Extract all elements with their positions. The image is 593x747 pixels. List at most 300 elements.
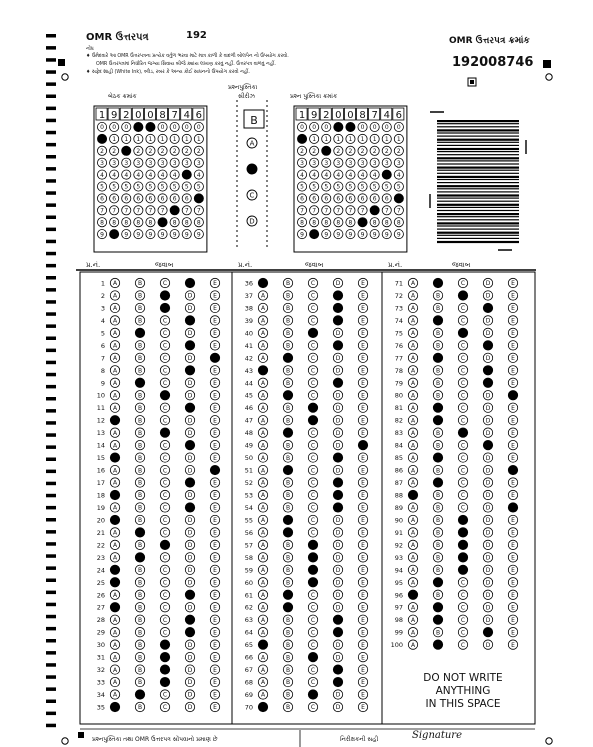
question-number: 9	[100, 379, 105, 388]
question-number: 27	[96, 603, 105, 612]
seat-number-bubble	[122, 146, 131, 155]
answer-bubble-label: E	[361, 529, 365, 537]
seat-number-bubble-label: 8	[112, 219, 117, 227]
answer-bubble-label: D	[187, 454, 193, 462]
series-bubble-label: C	[249, 191, 255, 200]
answer-bubble-label: B	[435, 467, 441, 475]
question-number: 10	[96, 391, 105, 400]
answer-bubble-label: E	[213, 479, 217, 487]
seat-number-bubble-label: 7	[124, 207, 129, 215]
answer-bubble-label: C	[162, 492, 168, 500]
seat-number-digit: 0	[135, 110, 142, 121]
answer-bubble-label: C	[460, 591, 466, 599]
answer-bubble-label: C	[310, 479, 316, 487]
answer-bubble-label: B	[285, 504, 291, 512]
timing-mark	[46, 675, 56, 679]
answer-bubble-label: E	[213, 280, 217, 288]
answer-bubble	[458, 328, 467, 337]
barcode-bar	[437, 157, 519, 159]
question-number: 63	[244, 616, 253, 625]
seat-number-digit: 2	[123, 110, 130, 121]
seat-number-bubble-label: 1	[184, 136, 189, 144]
answer-bubble	[160, 303, 169, 312]
seat-number-bubble-label: 7	[136, 207, 141, 215]
answer-bubble-label: B	[435, 305, 441, 313]
booklet-number-bubble-label: 6	[300, 195, 304, 203]
answer-bubble-label: D	[335, 355, 341, 363]
timing-mark	[46, 373, 56, 377]
seat-number-digit: 7	[171, 110, 178, 121]
answer-bubble-label: D	[485, 591, 491, 599]
answer-bubble-label: E	[361, 342, 365, 350]
registration-circle	[62, 738, 68, 744]
answer-bubble-label: B	[285, 654, 291, 662]
booklet-number-bubble-label: 8	[348, 219, 353, 227]
answer-bubble-label: E	[213, 679, 217, 687]
booklet-number-digit: 7	[371, 110, 378, 121]
booklet-number-bubble-label: 8	[336, 219, 341, 227]
answer-bubble-label: D	[335, 567, 341, 575]
answer-bubble-label: A	[410, 342, 416, 350]
answer-bubble-label: A	[112, 479, 118, 487]
seat-number-bubble	[97, 134, 106, 143]
question-number: 45	[244, 391, 253, 400]
seat-number-bubble-label: 8	[172, 219, 177, 227]
answer-bubble-label: C	[460, 629, 466, 637]
barcode-bar	[437, 148, 519, 150]
answer-bubble	[333, 677, 342, 686]
answer-bubble	[110, 415, 119, 424]
timing-mark	[46, 361, 56, 365]
answer-bubble-label: A	[112, 292, 118, 300]
answer-bubble-label: C	[460, 454, 466, 462]
answer-bubble	[135, 328, 144, 337]
answer-bubble-label: B	[285, 641, 291, 649]
barcode-bar	[437, 241, 519, 243]
answer-bubble-label: B	[285, 567, 291, 575]
answer-bubble-label: D	[187, 567, 193, 575]
answer-bubble-label: E	[361, 504, 365, 512]
booklet-number-bubble-label: 9	[396, 231, 401, 239]
answer-bubble	[210, 353, 219, 362]
booklet-number-bubble-label: 5	[348, 183, 353, 191]
answer-bubble-label: B	[435, 330, 441, 338]
timing-mark	[46, 663, 56, 667]
barcode-bar	[437, 139, 519, 141]
question-number: 28	[96, 616, 105, 625]
booklet-number-bubble-label: 8	[312, 219, 317, 227]
booklet-number-bubble-label: 3	[360, 159, 365, 167]
answer-bubble-label: E	[511, 342, 515, 350]
seat-number-bubble-label: 7	[112, 207, 117, 215]
answer-bubble-label: E	[361, 654, 365, 662]
booklet-number-bubble-label: 4	[372, 171, 377, 179]
answer-bubble-label: A	[112, 317, 118, 325]
answer-bubble-label: A	[260, 292, 266, 300]
answer-bubble-label: A	[410, 367, 416, 375]
answer-bubble-label: D	[187, 417, 193, 425]
question-number: 86	[394, 466, 403, 475]
answer-bubble-label: B	[435, 442, 441, 450]
answer-header: જવાબ	[305, 261, 324, 269]
barcode-bar	[437, 225, 519, 226]
question-number: 26	[96, 591, 105, 600]
timing-mark	[46, 494, 56, 498]
answer-bubble-label: C	[310, 280, 316, 288]
question-number: 67	[244, 666, 253, 675]
answer-bubble-label: B	[137, 442, 143, 450]
answer-bubble	[110, 490, 119, 499]
answer-bubble-label: E	[361, 679, 365, 687]
answer-bubble-label: E	[213, 654, 217, 662]
answer-bubble-label: E	[213, 330, 217, 338]
series-value: B	[250, 114, 258, 127]
seat-number-bubble-label: 4	[196, 171, 201, 179]
answer-bubble-label: A	[410, 417, 416, 425]
booklet-number-bubble-label: 4	[336, 171, 341, 179]
answer-bubble-label: B	[435, 504, 441, 512]
answer-bubble-label: A	[260, 554, 266, 562]
answer-bubble-label: A	[112, 342, 118, 350]
answer-bubble-label: E	[511, 517, 515, 525]
answer-bubble-label: C	[310, 429, 316, 437]
timing-mark	[46, 482, 56, 486]
answer-bubble-label: C	[162, 616, 168, 624]
question-number: 6	[100, 341, 105, 350]
answer-bubble-label: E	[361, 591, 365, 599]
answer-bubble-label: E	[511, 317, 515, 325]
timing-mark	[46, 324, 56, 328]
answer-bubble-label: D	[335, 330, 341, 338]
answer-bubble-label: C	[310, 492, 316, 500]
answer-bubble-label: C	[310, 467, 316, 475]
question-number: 98	[394, 616, 403, 625]
booklet-number-bubble-label: 7	[336, 207, 341, 215]
answer-bubble-label: C	[460, 417, 466, 425]
answer-bubble-label: E	[511, 641, 515, 649]
answer-bubble	[433, 453, 442, 462]
invigilator-signature: Signature	[412, 730, 463, 741]
timing-mark	[46, 216, 56, 220]
answer-bubble-label: E	[511, 629, 515, 637]
do-not-write-line: ANYTHING	[435, 685, 491, 698]
answer-bubble-label: A	[260, 404, 266, 412]
booklet-number-bubble-label: 0	[312, 124, 317, 132]
series-bubble-label: A	[249, 139, 255, 148]
question-number: 61	[244, 591, 253, 600]
answer-bubble	[308, 415, 317, 424]
answer-bubble-label: A	[112, 367, 118, 375]
answer-bubble-label: E	[213, 629, 217, 637]
answer-bubble-label: A	[112, 591, 118, 599]
answer-bubble-label: C	[310, 342, 316, 350]
seat-number-bubble-label: 0	[172, 124, 177, 132]
answer-bubble-label: E	[361, 404, 365, 412]
answer-bubble-label: E	[361, 517, 365, 525]
answer-bubble-label: D	[485, 330, 491, 338]
question-number: 8	[100, 366, 105, 375]
answer-bubble	[333, 627, 342, 636]
answer-bubble-label: C	[460, 442, 466, 450]
answer-bubble-label: A	[112, 467, 118, 475]
booklet-number-bubble-label: 9	[360, 231, 365, 239]
booklet-number-bubble-label: 1	[384, 136, 389, 144]
timing-mark	[46, 228, 56, 232]
seat-number-bubble-label: 9	[184, 231, 189, 239]
answer-bubble-label: B	[137, 542, 143, 550]
answer-bubble-label: A	[260, 629, 266, 637]
answer-bubble-label: D	[485, 417, 491, 425]
qr-mark	[470, 80, 474, 84]
registration-square	[543, 60, 551, 68]
booklet-number-bubble-label: 1	[396, 136, 401, 144]
answer-bubble-label: D	[485, 467, 491, 475]
seat-number-bubble-label: 3	[184, 159, 189, 167]
answer-bubble-label: E	[213, 442, 217, 450]
barcode-bar	[437, 188, 519, 189]
answer-bubble-label: A	[112, 355, 118, 363]
booklet-number-label: પ્રશ્ન પુસ્તિકા ક્રમાંક	[290, 93, 338, 100]
barcode-bar	[437, 201, 519, 202]
timing-mark	[46, 191, 56, 195]
answer-bubble	[308, 328, 317, 337]
answer-bubble	[185, 590, 194, 599]
booklet-number-bubble	[297, 134, 306, 143]
answer-bubble-label: D	[335, 704, 341, 712]
answer-bubble	[110, 578, 119, 587]
answer-bubble	[135, 690, 144, 699]
sheet-code-number: 192	[186, 30, 207, 41]
booklet-number-bubble-label: 2	[300, 148, 304, 155]
sheet-title: OMR ઉત્તરપત્ર	[86, 32, 149, 43]
answer-bubble-label: C	[162, 404, 168, 412]
answer-bubble	[160, 540, 169, 549]
answer-bubble-label: E	[361, 554, 365, 562]
answer-bubble	[333, 291, 342, 300]
serial-number: 192008746	[452, 55, 534, 70]
answer-bubble-label: A	[260, 417, 266, 425]
answer-bubble-label: B	[137, 317, 143, 325]
answer-bubble-label: E	[213, 529, 217, 537]
answer-bubble	[185, 403, 194, 412]
answer-bubble-label: D	[485, 355, 491, 363]
answer-bubble-label: B	[137, 417, 143, 425]
question-number: 85	[394, 454, 403, 463]
answer-bubble-label: C	[310, 355, 316, 363]
question-number: 89	[394, 503, 403, 512]
answer-bubble	[283, 528, 292, 537]
timing-mark	[46, 724, 56, 728]
booklet-number-bubble	[322, 146, 331, 155]
seat-number-bubble-label: 1	[196, 136, 201, 144]
timing-mark	[46, 167, 56, 171]
answer-bubble-label: D	[187, 429, 193, 437]
answer-bubble-label: C	[310, 367, 316, 375]
answer-bubble	[160, 291, 169, 300]
footer-mark	[78, 732, 84, 738]
timing-mark	[46, 433, 56, 437]
answer-bubble-label: E	[213, 591, 217, 599]
answer-bubble-label: D	[335, 467, 341, 475]
seat-number-bubble-label: 2	[160, 148, 165, 155]
answer-bubble	[483, 627, 492, 636]
seat-number-bubble-label: 3	[148, 159, 153, 167]
booklet-number-bubble-label: 2	[372, 148, 377, 155]
answer-bubble	[508, 503, 517, 512]
answer-bubble-label: A	[410, 604, 416, 612]
answer-bubble-label: A	[260, 479, 266, 487]
barcode-bar	[437, 191, 519, 192]
answer-bubble-label: A	[112, 691, 118, 699]
answer-bubble-label: B	[435, 367, 441, 375]
barcode-bar	[437, 160, 519, 161]
answer-bubble-label: E	[213, 367, 217, 375]
booklet-number-bubble-label: 3	[312, 159, 317, 167]
booklet-number-bubble-label: 8	[324, 219, 329, 227]
question-number: 24	[96, 566, 105, 575]
answer-bubble	[160, 665, 169, 674]
answer-bubble-label: E	[511, 529, 515, 537]
booklet-number-bubble-label: 9	[372, 231, 377, 239]
answer-bubble-label: C	[162, 379, 168, 387]
question-number: 72	[394, 291, 403, 300]
answer-bubble-label: E	[361, 280, 365, 288]
answer-bubble-label: E	[511, 442, 515, 450]
seat-number-bubble	[170, 206, 179, 215]
booklet-number-digit: 0	[335, 110, 342, 121]
answer-bubble-label: B	[137, 479, 143, 487]
timing-mark	[46, 34, 56, 38]
answer-bubble-label: C	[460, 367, 466, 375]
answer-bubble-label: B	[137, 305, 143, 313]
booklet-number-bubble-label: 4	[324, 171, 329, 179]
answer-bubble-label: A	[260, 567, 266, 575]
answer-bubble	[358, 440, 367, 449]
answer-bubble-label: A	[410, 479, 416, 487]
answer-bubble-label: E	[511, 579, 515, 587]
registration-circle	[546, 74, 552, 80]
series-bubble-label: D	[249, 217, 255, 226]
seat-number-bubble-label: 0	[100, 124, 104, 132]
seat-number-bubble-label: 8	[196, 219, 201, 227]
answer-bubble	[160, 391, 169, 400]
answer-bubble-label: C	[162, 704, 168, 712]
answer-bubble-label: C	[460, 604, 466, 612]
booklet-number-bubble-label: 4	[312, 171, 317, 179]
answer-bubble-label: A	[112, 542, 118, 550]
answer-bubble-label: E	[511, 542, 515, 550]
question-number: 30	[96, 641, 105, 650]
booklet-number-bubble-label: 3	[396, 159, 401, 167]
answer-bubble-label: C	[310, 679, 316, 687]
question-number: 88	[394, 491, 403, 500]
answer-bubble-label: A	[410, 567, 416, 575]
answer-bubble-label: B	[435, 392, 441, 400]
booklet-number-bubble-label: 5	[396, 183, 401, 191]
answer-bubble-label: B	[435, 629, 441, 637]
booklet-number-bubble-label: 8	[384, 219, 389, 227]
booklet-number-bubble-label: 2	[336, 148, 341, 155]
seat-number-digit: 8	[159, 110, 166, 121]
answer-bubble	[483, 440, 492, 449]
answer-bubble-label: D	[335, 417, 341, 425]
answer-bubble-label: A	[112, 442, 118, 450]
answer-bubble-label: B	[285, 691, 291, 699]
answer-bubble-label: C	[460, 392, 466, 400]
booklet-number-bubble-label: 7	[360, 207, 365, 215]
seat-number-bubble-label: 3	[112, 159, 117, 167]
answer-bubble-label: E	[361, 604, 365, 612]
booklet-number-bubble	[382, 170, 391, 179]
answer-bubble-label: B	[137, 342, 143, 350]
answer-bubble-label: E	[361, 567, 365, 575]
question-number: 18	[96, 491, 105, 500]
question-number: 90	[394, 516, 403, 525]
seat-number-bubble-label: 0	[124, 124, 129, 132]
answer-bubble	[333, 341, 342, 350]
seat-number-bubble-label: 5	[112, 183, 117, 191]
answer-bubble-label: E	[511, 379, 515, 387]
question-number: 43	[244, 366, 253, 375]
answer-bubble	[185, 341, 194, 350]
answer-bubble-label: C	[162, 604, 168, 612]
booklet-number-bubble	[370, 206, 379, 215]
answer-bubble-label: D	[187, 542, 193, 550]
answer-bubble-label: E	[511, 404, 515, 412]
answer-bubble-label: C	[162, 317, 168, 325]
booklet-number-bubble-label: 6	[348, 195, 353, 203]
answer-bubble-label: D	[485, 292, 491, 300]
booklet-number-bubble-label: 3	[336, 159, 341, 167]
answer-bubble-label: E	[213, 704, 217, 712]
question-number: 57	[244, 541, 253, 550]
answer-bubble-label: E	[213, 504, 217, 512]
answer-bubble-label: B	[137, 654, 143, 662]
answer-bubble-label: D	[335, 517, 341, 525]
booklet-number-bubble-label: 9	[384, 231, 389, 239]
answer-bubble-label: A	[410, 379, 416, 387]
timing-mark	[46, 591, 56, 595]
question-number: 93	[394, 553, 403, 562]
answer-bubble-label: D	[485, 517, 491, 525]
timing-mark	[46, 530, 56, 534]
seat-number-bubble	[158, 218, 167, 227]
answer-bubble-label: E	[511, 417, 515, 425]
answer-bubble-label: B	[137, 679, 143, 687]
question-number: 1	[100, 279, 105, 288]
answer-bubble-label: C	[162, 579, 168, 587]
seat-number-bubble-label: 1	[112, 136, 117, 144]
booklet-number-bubble-label: 8	[396, 219, 401, 227]
answer-bubble	[308, 690, 317, 699]
answer-bubble	[458, 528, 467, 537]
answer-bubble-label: B	[285, 579, 291, 587]
question-number: 84	[394, 441, 403, 450]
seat-number-bubble-label: 1	[136, 136, 141, 144]
answer-bubble-label: D	[485, 567, 491, 575]
answer-bubble-label: C	[310, 629, 316, 637]
answer-bubble-label: B	[137, 492, 143, 500]
answer-bubble-label: A	[112, 679, 118, 687]
seat-number-bubble-label: 5	[148, 183, 153, 191]
seat-number-bubble-label: 0	[184, 124, 189, 132]
answer-bubble	[333, 378, 342, 387]
answer-bubble-label: B	[137, 292, 143, 300]
answer-bubble-label: B	[285, 666, 291, 674]
answer-bubble	[333, 303, 342, 312]
barcode-bar	[437, 213, 519, 215]
booklet-number-bubble-label: 0	[324, 124, 329, 132]
